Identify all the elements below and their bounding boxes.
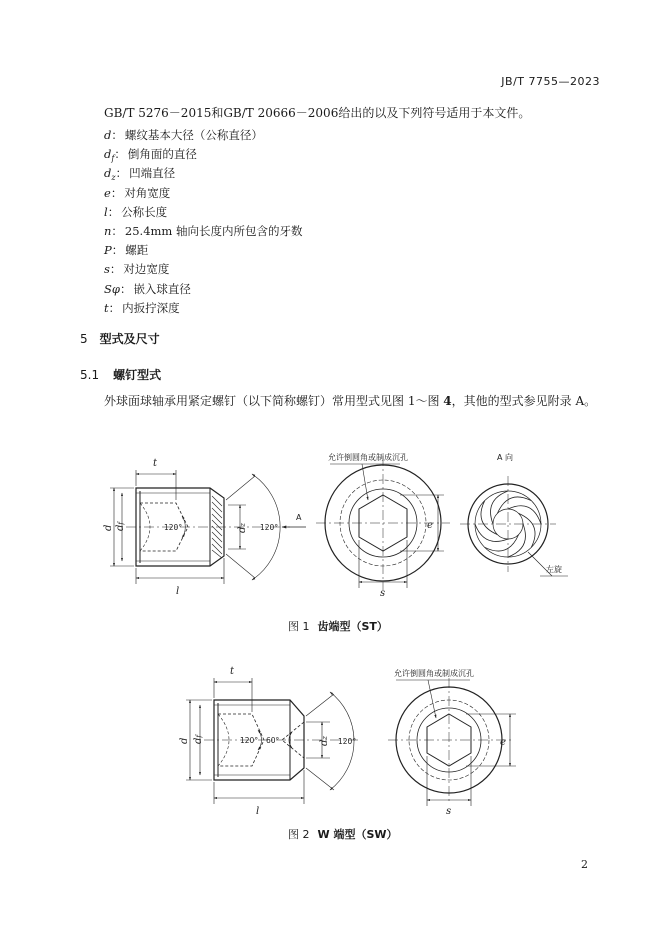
dim-label-e: e [427, 520, 433, 531]
chamfer-note: 允许倒圆角或制成沉孔 [394, 669, 474, 678]
symbol-item: l： 公称长度 [104, 204, 168, 219]
angle-label-cone: 60° [266, 736, 280, 745]
view-arrow-label: A [296, 513, 302, 522]
dim-label-e: e [500, 737, 506, 748]
dim-label-l: l [176, 586, 180, 597]
dim-label-dz: dz [237, 522, 248, 533]
symbol-item: s： 对边宽度 [104, 262, 170, 277]
dim-label-t: t [230, 666, 235, 677]
dim-label-s: s [446, 806, 452, 817]
dim-label-d: d [103, 524, 114, 531]
figure2-socket-view [388, 678, 516, 806]
angle-label-outer: 120° [260, 523, 279, 532]
angle-label-outer: 120° [338, 737, 357, 746]
figure1-view-a-labels [497, 452, 562, 574]
symbol-item: t： 内扳拧深度 [104, 300, 180, 315]
view-a-title: A 向 [497, 453, 514, 462]
symbol-item: e： 对角宽度 [104, 185, 171, 200]
figure1-side-labels [103, 458, 302, 597]
dim-label-t: t [153, 458, 158, 469]
dim-label-df: df [115, 522, 126, 531]
page-number: 2 [581, 858, 588, 871]
symbol-item: Sφ： 嵌入球直径 [104, 281, 191, 296]
dim-label-d: d [179, 737, 190, 744]
chamfer-note: 允许倒圆角或制成沉孔 [328, 453, 408, 462]
symbol-item: P： 螺距 [104, 243, 149, 258]
section-5-heading: 5 型式及尺寸 [80, 332, 160, 346]
intro-text: GB/T 5276－2015和GB/T 20666－2006给出的以及下列符号适用于本文件。 [104, 106, 531, 120]
symbol-item: n： 25.4mm 轴向长度内所包含的牙数 [104, 223, 303, 238]
symbol-item: $d_f$： 倒角面的直径 [104, 147, 197, 164]
figure2-caption: 图 2 W 端型（SW） [288, 828, 398, 841]
dim-label-l: l [256, 806, 260, 817]
standard-number: JB/T 7755—2023 [501, 75, 600, 88]
dim-label-df: df [193, 735, 204, 744]
figure1-caption: 图 1 齿端型（ST） [288, 620, 388, 633]
symbol-item: d： 螺纹基本大径（公称直径） [104, 128, 263, 142]
angle-label-inner: 120° [240, 736, 259, 745]
body-paragraph: 外球面球轴承用紧定螺钉（以下简称螺钉）常用型式见图 1～图 4，其他的型式参见附录 A。 [104, 394, 597, 408]
dim-label-dz: dz [319, 735, 330, 746]
figure1-view-a [460, 476, 568, 576]
symbol-item: $d_z$： 凹端直径 [104, 166, 176, 183]
section-5-1-heading: 5.1 螺钉型式 [80, 368, 162, 382]
left-hand-label: 左旋 [546, 565, 562, 574]
angle-label-inner: 120° [164, 523, 183, 532]
figure2-side-labels [179, 666, 356, 817]
dim-label-s: s [380, 588, 386, 599]
